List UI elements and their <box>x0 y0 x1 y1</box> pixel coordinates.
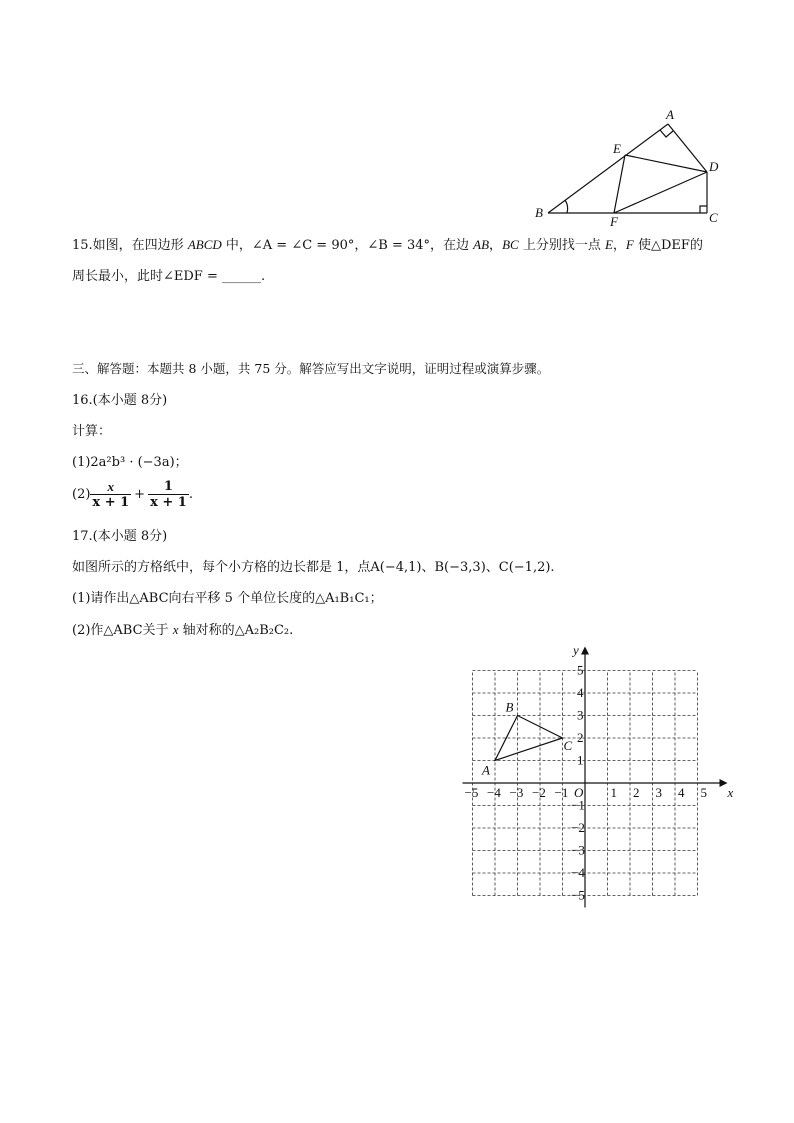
point-label-e: E <box>613 141 621 156</box>
q17-part1: (1)请作出△ABC向右平移 5 个单位长度的△A₁B₁C₁； <box>72 591 383 606</box>
y-tick-label: 5 <box>577 662 584 678</box>
y-tick-label: 3 <box>577 707 584 723</box>
x-tick-label: −4 <box>487 785 501 800</box>
q16-part1: (1)2a²b³ · (−3a)； <box>72 455 188 470</box>
x-tick-label: 5 <box>700 785 707 800</box>
y-tick-label: −2 <box>571 820 585 835</box>
q17-part2: (2)作△ABC关于 x 轴对称的△A₂B₂C₂. <box>72 622 294 638</box>
q15-line-1: 15.如图，在四边形 ABCD 中，∠A = ∠C = 90°，∠B = 34°，在边 AB，BC 上分别找一点 E，F 使△DEF的 <box>72 237 703 253</box>
y-tick-label: 4 <box>577 685 584 700</box>
y-axis-label: y <box>573 642 579 658</box>
angle-b-arc <box>565 200 568 213</box>
y-tick-label: 1 <box>577 752 584 768</box>
x-tick-label: 3 <box>655 785 662 800</box>
vertex-label-c: C <box>563 738 573 753</box>
segment-ef <box>614 155 625 213</box>
x-tick-label: −2 <box>532 785 546 800</box>
q16-header: 16.(本小题 8分) <box>72 393 168 408</box>
point-label-b: B <box>535 205 543 220</box>
y-tick-label: 2 <box>577 730 584 745</box>
fraction-1-over-x-plus-1: $\frac{1}{x + 1}$ <box>150 479 187 510</box>
segment-fd <box>614 172 707 213</box>
vertex-label-b: B <box>505 699 514 715</box>
y-tick-label: −3 <box>571 842 585 858</box>
q16-part2: (2) $\frac{x}{x + 1}$ + $\frac{1}{x + 1}$ . <box>72 479 193 510</box>
q15-line-2: 周长最小，此时∠EDF = ______. <box>72 269 266 284</box>
y-tick-label: −1 <box>571 797 585 813</box>
fraction-x-over-x-plus-1: $\frac{x}{x + 1}$ <box>92 479 130 510</box>
x-tick-label: −5 <box>464 785 479 800</box>
section-heading: 三、解答题：本题共 8 小题，共 75 分。解答应写出文字说明，证明过程或演算步骤。 <box>72 361 550 376</box>
coordinate-grid <box>0 630 794 930</box>
q16-instruction: 计算： <box>72 424 112 439</box>
vertex-label-a: A <box>482 762 490 778</box>
x-tick-label: 4 <box>678 785 685 800</box>
q17-header: 17.(本小题 8分) <box>72 529 168 544</box>
point-label-f: F <box>610 214 618 229</box>
x-tick-label: 1 <box>610 785 617 800</box>
q17-stem: 如图所示的方格纸中，每个小方格的边长都是 1，点A(−4,1)、B(−3,3)、C(−1,2). <box>72 560 555 575</box>
x-tick-label: −3 <box>509 785 524 800</box>
segment-ba <box>548 124 668 213</box>
point-label-c: C <box>709 210 718 225</box>
quadrilateral-figure <box>0 0 794 240</box>
y-axis-arrow <box>581 647 589 655</box>
right-angle-c-mark <box>700 206 707 213</box>
origin-label: O <box>574 785 584 800</box>
x-tick-label: −1 <box>554 785 569 800</box>
point-label-a: A <box>666 107 674 122</box>
x-axis-label: x <box>727 785 734 800</box>
point-label-d: D <box>709 159 719 174</box>
x-axis-arrow <box>720 779 728 787</box>
x-tick-label: 2 <box>633 785 640 800</box>
y-tick-label: −5 <box>571 887 585 903</box>
y-tick-label: −4 <box>571 865 585 880</box>
right-angle-a-mark <box>660 130 673 137</box>
